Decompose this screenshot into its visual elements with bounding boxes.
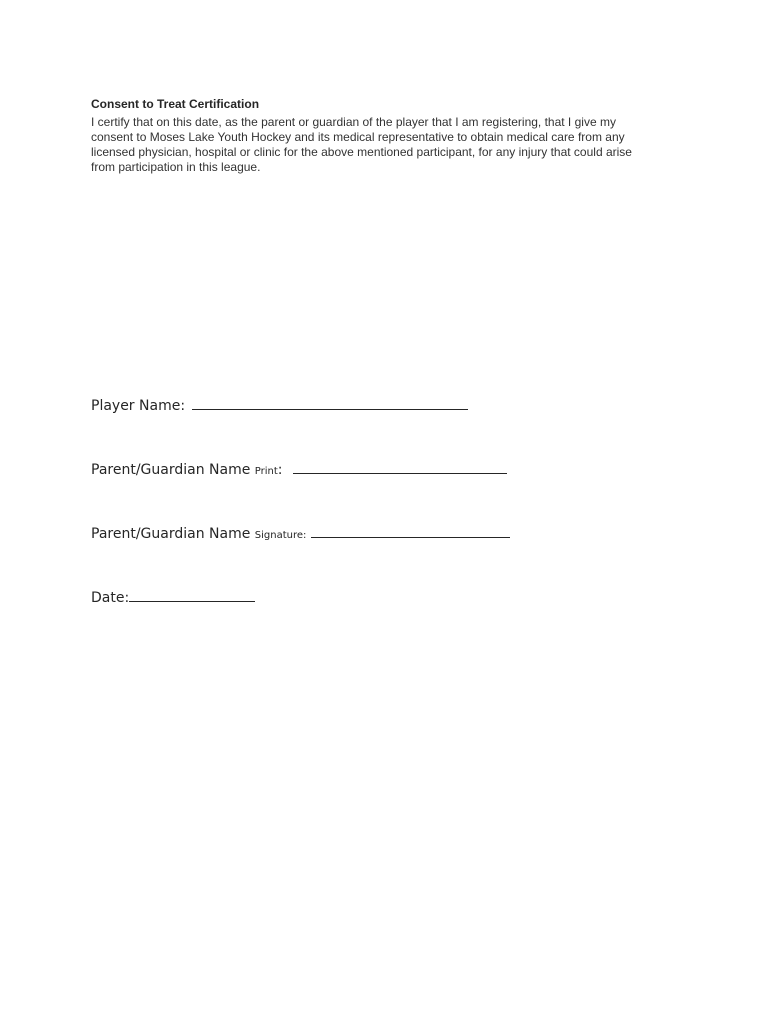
guardian-signature-label: Parent/Guardian Name xyxy=(91,526,251,542)
guardian-print-field xyxy=(91,460,507,481)
guardian-print-colon: : xyxy=(277,462,283,478)
guardian-signature-sublabel: Signature: xyxy=(254,530,307,541)
player-name-label: Player Name: xyxy=(91,398,186,414)
consent-line: consent to Moses Lake Youth Hockey and its medical representative to obtain medical care from any xyxy=(91,130,625,144)
consent-paragraph xyxy=(91,115,681,175)
consent-line: from participation in this league. xyxy=(91,160,261,174)
consent-title: Consent to Treat Certification xyxy=(91,97,260,111)
consent-line: I certify that on this date, as the parent or guardian of the player that I am registering, that I give my xyxy=(91,115,616,129)
date-field xyxy=(91,588,255,607)
guardian-print-label: Parent/Guardian Name xyxy=(91,462,251,478)
consent-line: licensed physician, hospital or clinic for the above mentioned participant, for any injury that could arise xyxy=(91,145,632,159)
guardian-signature-field xyxy=(91,524,510,545)
player-name-blank[interactable] xyxy=(192,396,468,410)
date-blank[interactable] xyxy=(129,588,255,602)
guardian-print-blank[interactable] xyxy=(293,460,507,474)
guardian-print-sublabel: Print xyxy=(254,466,278,477)
player-name-field xyxy=(91,396,468,415)
guardian-signature-blank[interactable] xyxy=(311,524,510,538)
date-label: Date: xyxy=(91,590,130,606)
